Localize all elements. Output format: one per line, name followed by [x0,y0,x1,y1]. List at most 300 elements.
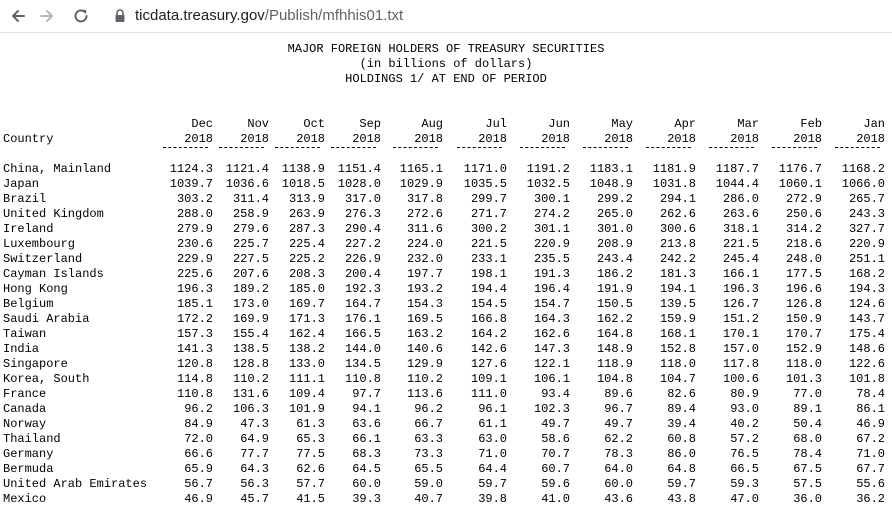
holding-value: 196.3 [722,282,759,296]
holding-value: 1165.1 [399,162,443,176]
holding-value: 263.6 [722,207,759,221]
country-name: Brazil [3,192,47,206]
holding-value: 186.2 [596,267,633,281]
holding-value: 101.8 [848,372,885,386]
holding-value: 60.0 [604,477,633,491]
holding-value: 245.4 [722,252,759,266]
holding-value: 294.1 [659,192,696,206]
back-button[interactable] [5,3,31,29]
holding-value: 233.1 [470,252,507,266]
holding-value: 181.3 [659,267,696,281]
holding-value: 109.4 [288,387,325,401]
report-title: MAJOR FOREIGN HOLDERS OF TREASURY SECURITIES [287,42,605,56]
column-header-year: 2018 [296,132,325,146]
holding-value: 114.8 [176,372,213,386]
holding-value: 117.8 [722,357,759,371]
holding-value: 143.7 [848,312,885,326]
holding-value: 77.5 [296,447,325,461]
holding-value: 232.0 [406,252,443,266]
holding-value: 227.5 [232,252,269,266]
holding-value: 142.6 [470,342,507,356]
column-header-month: Apr [674,117,696,131]
holding-value: 263.9 [288,207,325,221]
back-arrow-icon [9,7,27,25]
holding-value: 101.9 [288,402,325,416]
column-header-month: Dec [191,117,213,131]
holding-value: 110.8 [344,372,381,386]
holding-value: 148.6 [848,342,885,356]
holding-value: 96.1 [478,402,507,416]
holding-value: 157.3 [176,327,213,341]
holding-value: 120.8 [176,357,213,371]
holding-value: 250.6 [785,207,822,221]
holding-value: 57.5 [793,477,822,491]
country-name: United Arab Emirates [3,477,148,491]
country-name: Switzerland [3,252,83,266]
holding-value: 189.2 [232,282,269,296]
holding-value: 150.5 [596,297,633,311]
url-path: /Publish/mfhhis01.txt [264,7,404,24]
holding-value: 118.0 [659,357,696,371]
holding-value: 131.6 [232,387,269,401]
browser-toolbar [0,0,892,33]
address-bar[interactable] [135,6,403,26]
holding-value: 225.2 [288,252,325,266]
holding-value: 313.9 [288,192,325,206]
country-name: Taiwan [3,327,47,341]
holding-value: 164.3 [533,312,570,326]
forward-button[interactable] [34,3,60,29]
holding-value: 224.0 [406,237,443,251]
holding-value: 46.9 [856,417,885,431]
column-header-month: Feb [800,117,822,131]
holding-value: 196.6 [785,282,822,296]
holding-value: 68.3 [352,447,381,461]
column-header-month: Sep [359,117,381,131]
holding-value: 66.5 [730,462,759,476]
holding-value: 154.3 [406,297,443,311]
holding-value: 170.1 [722,327,759,341]
country-name: Hong Kong [3,282,68,296]
holding-value: 1191.2 [526,162,570,176]
holding-value: 71.0 [478,447,507,461]
holding-value: 138.2 [288,342,325,356]
column-header-year: 2018 [604,132,633,146]
holding-value: 164.7 [344,297,381,311]
holding-value: 221.5 [722,237,759,251]
column-underline [275,147,320,149]
holding-value: 106.1 [533,372,570,386]
column-underline [772,147,817,149]
holding-value: 154.7 [533,297,570,311]
url-host: ticdata.treasury.gov [135,7,265,24]
column-header-year: 2018 [478,132,507,146]
holding-value: 84.9 [184,417,213,431]
holding-value: 66.1 [352,432,381,446]
holding-value: 63.6 [352,417,381,431]
holding-value: 68.0 [793,432,822,446]
holding-value: 274.2 [533,207,570,221]
holding-value: 265.7 [848,192,885,206]
holding-value: 152.8 [659,342,696,356]
column-underline [835,147,880,149]
holding-value: 71.0 [856,447,885,461]
holding-value: 127.6 [470,357,507,371]
holding-value: 1121.4 [225,162,269,176]
holding-value: 230.6 [176,237,213,251]
holding-value: 66.7 [414,417,443,431]
holding-value: 62.6 [296,462,325,476]
holding-value: 138.5 [232,342,269,356]
holding-value: 104.7 [659,372,696,386]
holding-value: 303.2 [176,192,213,206]
column-header-month: Jul [485,117,507,131]
holding-value: 70.7 [541,447,570,461]
holding-value: 89.1 [793,402,822,416]
column-header-month: Aug [421,117,443,131]
holding-value: 110.8 [176,387,213,401]
holding-value: 73.3 [414,447,443,461]
holding-value: 194.3 [848,282,885,296]
holding-value: 104.8 [596,372,633,386]
holding-value: 248.0 [785,252,822,266]
holding-value: 197.7 [406,267,443,281]
holding-value: 162.2 [596,312,633,326]
country-name: Ireland [3,222,54,236]
holding-value: 220.9 [848,237,885,251]
holding-value: 126.7 [722,297,759,311]
holding-value: 148.9 [596,342,633,356]
holding-value: 111.1 [288,372,325,386]
holding-value: 55.6 [856,477,885,491]
holding-value: 49.7 [541,417,570,431]
report-subtitle: (in billions of dollars) [359,57,533,71]
holding-value: 122.6 [848,357,885,371]
holding-value: 64.9 [240,432,269,446]
holding-value: 110.2 [406,372,443,386]
holding-value: 113.6 [406,387,443,401]
holding-value: 196.3 [176,282,213,296]
holding-value: 300.1 [533,192,570,206]
holding-value: 225.4 [288,237,325,251]
holding-value: 185.1 [176,297,213,311]
holding-value: 77.0 [793,387,822,401]
holding-value: 57.2 [730,432,759,446]
holding-value: 45.7 [240,492,269,506]
holding-value: 169.7 [288,297,325,311]
holding-value: 290.4 [344,222,381,236]
holding-value: 61.1 [478,417,507,431]
holding-value: 1183.1 [589,162,633,176]
holding-value: 111.0 [470,387,507,401]
holding-value: 93.0 [730,402,759,416]
holding-value: 208.9 [596,237,633,251]
holding-value: 147.3 [533,342,570,356]
holding-value: 39.8 [478,492,507,506]
column-header-year: 2018 [730,132,759,146]
holding-value: 177.5 [785,267,822,281]
holding-value: 67.5 [793,462,822,476]
country-name: Singapore [3,357,68,371]
holding-value: 118.9 [596,357,633,371]
holding-value: 286.0 [722,192,759,206]
reload-icon [72,7,90,25]
holding-value: 50.4 [793,417,822,431]
holding-value: 118.0 [785,357,822,371]
holding-value: 175.4 [848,327,885,341]
holding-value: 102.3 [533,402,570,416]
holding-value: 1036.6 [225,177,269,191]
column-header-year: 2018 [667,132,696,146]
country-name: United Kingdom [3,207,104,221]
holding-value: 1031.8 [652,177,696,191]
holding-value: 64.8 [667,462,696,476]
holding-value: 194.4 [470,282,507,296]
holding-value: 251.1 [848,252,885,266]
holding-value: 288.0 [176,207,213,221]
holding-value: 164.8 [596,327,633,341]
holding-value: 243.4 [596,252,633,266]
column-header-year: 2018 [352,132,381,146]
holding-value: 1035.5 [463,177,507,191]
column-underline [393,147,438,149]
column-header-month: Jan [863,117,885,131]
holding-value: 78.4 [793,447,822,461]
holding-value: 47.0 [730,492,759,506]
holding-value: 258.9 [232,207,269,221]
holding-value: 314.2 [785,222,822,236]
holding-value: 64.3 [240,462,269,476]
holding-value: 72.0 [184,432,213,446]
holding-value: 67.7 [856,462,885,476]
holding-value: 191.9 [596,282,633,296]
holding-value: 94.1 [352,402,381,416]
holding-value: 191.3 [533,267,570,281]
holding-value: 311.4 [232,192,269,206]
holding-value: 63.3 [414,432,443,446]
column-underline [709,147,754,149]
holding-value: 301.1 [533,222,570,236]
column-header-year: 2018 [856,132,885,146]
holding-value: 168.1 [659,327,696,341]
holding-value: 1181.9 [652,162,696,176]
holding-value: 318.1 [722,222,759,236]
holding-value: 1124.3 [169,162,213,176]
holding-value: 126.8 [785,297,822,311]
column-header-month: Oct [303,117,325,131]
country-name: Canada [3,402,47,416]
report-subtitle-holdings: HOLDINGS 1/ AT END OF PERIOD [345,72,547,86]
holding-value: 39.4 [667,417,696,431]
holding-value: 64.4 [478,462,507,476]
country-name: China, Mainland [3,162,112,176]
holding-value: 300.6 [659,222,696,236]
country-name: Norway [3,417,47,431]
holding-value: 300.2 [470,222,507,236]
column-underline [163,147,208,149]
holding-value: 1151.4 [337,162,381,176]
holding-value: 62.2 [604,432,633,446]
holding-value: 63.0 [478,432,507,446]
holding-value: 101.3 [785,372,822,386]
holding-value: 60.7 [541,462,570,476]
column-header-month: Nov [247,117,269,131]
holding-value: 194.1 [659,282,696,296]
column-header-year: 2018 [793,132,822,146]
holding-value: 36.2 [856,492,885,506]
lock-icon [114,8,126,24]
column-underline [219,147,264,149]
holding-value: 213.8 [659,237,696,251]
forward-arrow-icon [38,7,56,25]
holding-value: 226.9 [344,252,381,266]
holding-value: 235.5 [533,252,570,266]
holding-value: 139.5 [659,297,696,311]
holding-value: 299.7 [470,192,507,206]
holding-value: 150.9 [785,312,822,326]
holding-value: 59.6 [541,477,570,491]
holding-value: 171.3 [288,312,325,326]
holding-value: 43.6 [604,492,633,506]
holding-value: 41.0 [541,492,570,506]
holding-value: 86.0 [667,447,696,461]
holding-value: 65.5 [414,462,443,476]
country-name: Korea, South [3,372,90,386]
holding-value: 155.4 [232,327,269,341]
holding-value: 1187.7 [715,162,759,176]
holding-value: 133.0 [288,357,325,371]
holding-value: 207.6 [232,267,269,281]
holding-value: 151.2 [722,312,759,326]
column-header-month: Jun [548,117,570,131]
column-header-year: 2018 [184,132,213,146]
holding-value: 80.9 [730,387,759,401]
holding-value: 166.1 [722,267,759,281]
country-name: Saudi Arabia [3,312,90,326]
holding-value: 173.0 [232,297,269,311]
holding-value: 109.1 [470,372,507,386]
column-header-month: May [611,117,633,131]
country-name: Japan [3,177,40,191]
holding-value: 1171.0 [463,162,507,176]
holding-value: 100.6 [722,372,759,386]
holding-value: 78.4 [856,387,885,401]
holding-value: 58.6 [541,432,570,446]
holding-value: 64.0 [604,462,633,476]
holding-value: 198.1 [470,267,507,281]
holding-value: 243.3 [848,207,885,221]
holding-value: 159.9 [659,312,696,326]
holding-value: 166.5 [344,327,381,341]
holding-value: 56.3 [240,477,269,491]
holding-value: 40.2 [730,417,759,431]
holding-value: 86.1 [856,402,885,416]
holding-value: 1029.9 [399,177,443,191]
holding-value: 168.2 [848,267,885,281]
holding-value: 57.7 [296,477,325,491]
holding-value: 287.3 [288,222,325,236]
column-underline [457,147,502,149]
holding-value: 193.2 [406,282,443,296]
holding-value: 41.5 [296,492,325,506]
holding-value: 1138.9 [281,162,325,176]
holding-value: 279.6 [232,222,269,236]
holding-value: 163.2 [406,327,443,341]
holding-value: 299.2 [596,192,633,206]
holding-value: 78.3 [604,447,633,461]
holding-value: 134.5 [344,357,381,371]
holding-value: 1060.1 [778,177,822,191]
column-underline [646,147,691,149]
holding-value: 89.6 [604,387,633,401]
holding-value: 65.3 [296,432,325,446]
holding-value: 1176.7 [778,162,822,176]
holding-value: 40.7 [414,492,443,506]
holding-value: 140.6 [406,342,443,356]
holding-value: 36.0 [793,492,822,506]
holding-value: 64.5 [352,462,381,476]
holding-value: 311.6 [406,222,443,236]
holding-value: 122.1 [533,357,570,371]
country-name: Belgium [3,297,54,311]
country-name: France [3,387,47,401]
holding-value: 1039.7 [169,177,213,191]
holding-value: 59.0 [414,477,443,491]
holding-value: 172.2 [176,312,213,326]
holding-value: 218.6 [785,237,822,251]
holding-value: 67.2 [856,432,885,446]
holding-value: 327.7 [848,222,885,236]
country-name: Thailand [3,432,61,446]
holding-value: 66.6 [184,447,213,461]
holding-value: 317.0 [344,192,381,206]
holding-value: 49.7 [604,417,633,431]
holding-value: 89.4 [667,402,696,416]
holding-value: 220.9 [533,237,570,251]
holding-value: 1048.9 [589,177,633,191]
holding-value: 221.5 [470,237,507,251]
holding-value: 272.6 [406,207,443,221]
holding-value: 272.9 [785,192,822,206]
column-header-year: 2018 [541,132,570,146]
holding-value: 166.8 [470,312,507,326]
column-header-year: 2018 [240,132,269,146]
column-underline [583,147,628,149]
reload-button[interactable] [68,3,94,29]
holding-value: 317.8 [406,192,443,206]
column-header-month: Mar [737,117,759,131]
country-name: Luxembourg [3,237,76,251]
holding-value: 170.7 [785,327,822,341]
country-name: India [3,342,40,356]
holding-value: 192.3 [344,282,381,296]
holding-value: 169.9 [232,312,269,326]
holding-value: 265.0 [596,207,633,221]
holding-value: 157.0 [722,342,759,356]
holding-value: 124.6 [848,297,885,311]
holding-value: 128.8 [232,357,269,371]
country-name: Mexico [3,492,47,506]
holding-value: 59.7 [478,477,507,491]
column-header-year: 2018 [414,132,443,146]
holding-value: 152.9 [785,342,822,356]
holding-value: 93.4 [541,387,570,401]
holding-value: 1044.4 [715,177,759,191]
holding-value: 59.7 [667,477,696,491]
holding-value: 164.2 [470,327,507,341]
holding-value: 144.0 [344,342,381,356]
column-underline [331,147,376,149]
